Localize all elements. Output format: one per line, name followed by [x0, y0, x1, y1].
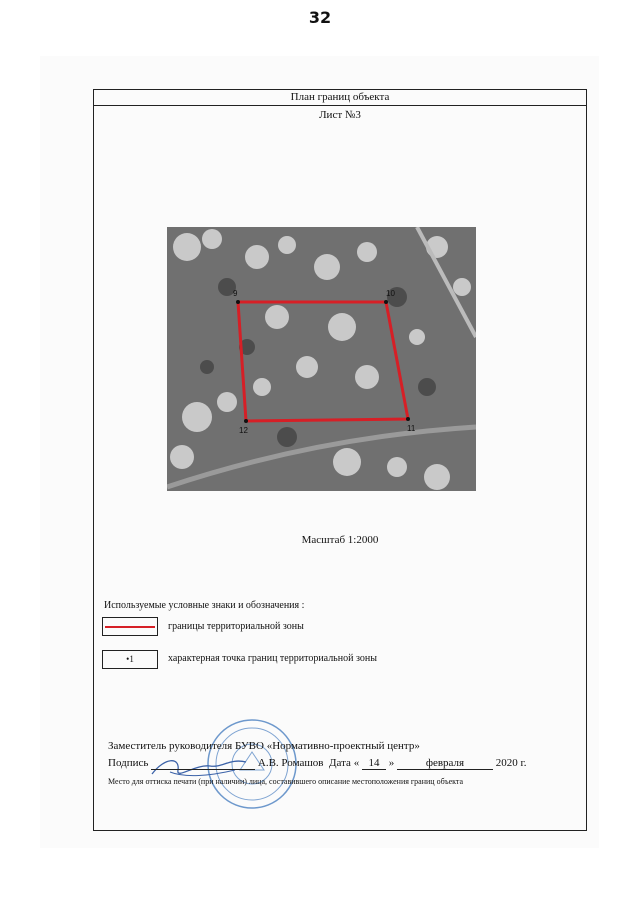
signature-row [108, 757, 526, 770]
signer-position: Заместитель руководителя БУВО «Нормативно-проектный центр» [108, 740, 420, 752]
signer-name: А.В. Ромашов [257, 757, 324, 769]
point-label-9: 9 [233, 289, 238, 298]
map-scale: Масштаб 1:2000 [301, 534, 379, 546]
sign-label: Подпись [108, 757, 149, 769]
date-month: февраля [397, 757, 493, 770]
legend-boundary-text: границы территориальной зоны [168, 621, 304, 632]
aerial-photo-svg [167, 227, 476, 491]
legend-boundary-symbol [102, 617, 158, 636]
date-close-quote: » [388, 757, 395, 769]
sheet-label: Лист №3 [319, 109, 361, 121]
point-label-11: 11 [407, 424, 416, 433]
legend-point-symbol: •1 [102, 650, 158, 669]
stamp-note: Место для оттиска печати (при наличии) лица, составившего описание местоположения границ объекта [108, 777, 464, 786]
date-year: 2020 г. [495, 757, 527, 769]
point-label-10: 10 [386, 289, 395, 298]
legend-title: Используемые условные знаки и обозначения : [104, 600, 305, 611]
aerial-photo [167, 227, 476, 491]
date-label: Дата « [329, 757, 360, 769]
red-line-icon [105, 626, 155, 628]
date-day: 14 [362, 757, 386, 770]
legend-point-text: характерная точка границ территориальной зоны [168, 653, 377, 664]
page-number: 32 [308, 8, 332, 27]
signature-line [151, 757, 255, 770]
frame-title: План границ объекта [94, 90, 586, 106]
point-label-12: 12 [239, 426, 248, 435]
